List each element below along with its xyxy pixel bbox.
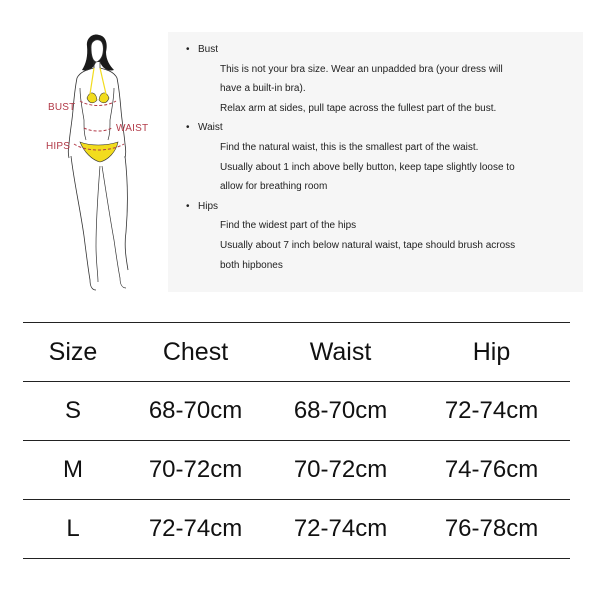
guide-heading-waist [186,118,581,138]
bullet-icon: • [186,200,190,212]
size-cell: S [64,397,81,424]
table-header-row [23,323,570,382]
guide-line: Find the widest part of the hips [220,220,357,232]
body-silhouette-illustration [40,32,165,294]
hip-cell: 72-74cm [444,397,539,424]
bullet-icon: • [186,122,190,134]
guide-line: Usually about 7 inch below natural waist, tape should brush across [220,239,516,251]
guide-heading-text: Waist [198,122,223,134]
header-hip: Hip [472,337,511,366]
table-row [23,500,570,559]
waist-cell: 68-70cm [293,397,388,424]
chest-cell: 70-72cm [148,456,243,483]
chest-cell: 72-74cm [148,515,243,542]
hip-cell: 74-76cm [444,456,539,483]
guide-heading-hips [186,197,581,217]
bust-label: BUST [48,102,76,113]
bullet-icon: • [186,44,190,55]
guide-line: Relax arm at sides, pull tape across the fullest part of the bust. [220,102,497,114]
size-chart-table [23,322,570,559]
size-cell: L [66,515,80,542]
hips-label: HIPS [46,141,71,152]
table-row [23,441,570,500]
header-waist: Waist [309,337,372,366]
measuring-guide [186,40,581,275]
guide-heading-text: Bust [198,44,219,55]
header-chest: Chest [162,337,229,366]
waist-cell: 70-72cm [293,456,388,483]
waist-label: WAIST [116,123,149,134]
guide-line: have a built-in bra). [220,83,306,95]
size-cell: M [63,456,83,483]
guide-line: allow for breathing room [220,181,328,193]
guide-line: both hipbones [220,259,283,271]
guide-line: Find the natural waist, this is the smallest part of the waist. [220,141,479,153]
guide-line: Usually about 1 inch above belly button, keep tape slightly loose to [220,161,515,173]
chest-cell: 68-70cm [148,397,243,424]
guide-line: This is not your bra size. Wear an unpadded bra (your dress will [220,63,503,75]
measurement-figure [40,32,165,294]
table-row [23,382,570,441]
hip-cell: 76-78cm [444,515,539,542]
guide-heading-text: Hips [198,200,219,212]
waist-cell: 72-74cm [293,515,388,542]
guide-heading-bust [186,40,581,60]
header-size: Size [48,337,98,366]
